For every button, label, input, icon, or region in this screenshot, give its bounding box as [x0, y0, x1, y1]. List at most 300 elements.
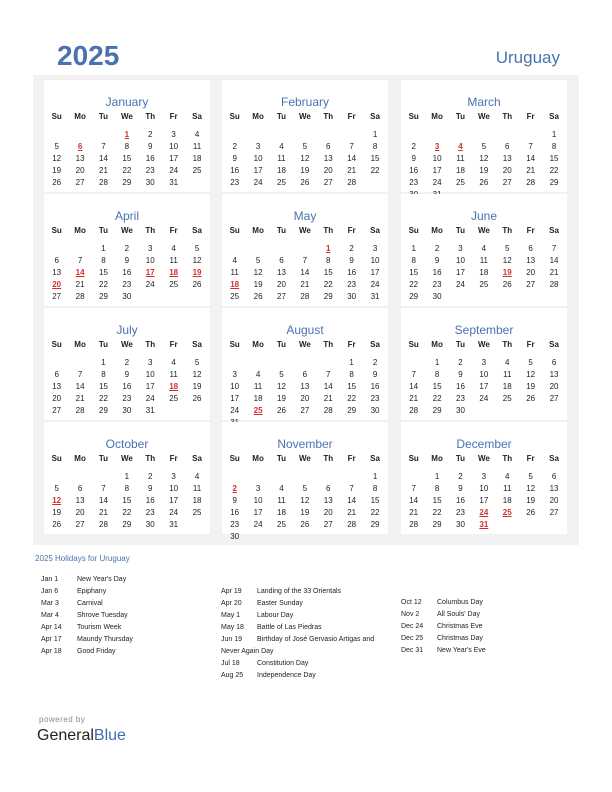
day-cell[interactable]: 22 — [370, 508, 380, 517]
day-cell[interactable]: 20 — [549, 496, 559, 505]
day-cell[interactable]: 19 — [253, 280, 263, 289]
day-cell[interactable]: 6 — [326, 484, 331, 493]
day-cell[interactable]: 8 — [326, 256, 331, 265]
day-cell[interactable]: 22 — [549, 166, 559, 175]
day-cell[interactable]: 16 — [230, 166, 240, 175]
day-cell[interactable]: 16 — [122, 268, 132, 277]
day-cell[interactable]: 4 — [481, 244, 487, 253]
day-cell[interactable]: 8 — [434, 484, 440, 493]
day-cell[interactable]: 23 — [456, 394, 465, 403]
day-cell[interactable]: 28 — [526, 178, 536, 187]
day-cell[interactable]: 3 — [148, 244, 153, 253]
day-cell[interactable]: 28 — [300, 292, 310, 301]
holiday-day-cell[interactable]: 24 — [479, 508, 489, 517]
day-cell[interactable]: 12 — [502, 256, 512, 265]
day-cell[interactable]: 15 — [432, 382, 442, 391]
day-cell[interactable]: 25 — [502, 394, 512, 403]
day-cell[interactable]: 30 — [370, 406, 380, 415]
day-cell[interactable]: 1 — [372, 472, 378, 481]
day-cell[interactable]: 24 — [253, 520, 263, 529]
day-cell[interactable]: 28 — [409, 520, 419, 529]
day-cell[interactable]: 1 — [124, 472, 130, 481]
day-cell[interactable]: 30 — [347, 292, 357, 301]
day-cell[interactable]: 9 — [232, 496, 237, 505]
day-cell[interactable]: 12 — [526, 484, 536, 493]
holiday-day-cell[interactable]: 1 — [124, 130, 130, 139]
day-cell[interactable]: 25 — [192, 508, 202, 517]
day-cell[interactable]: 21 — [75, 394, 85, 403]
day-cell[interactable]: 2 — [411, 142, 416, 151]
day-cell[interactable]: 30 — [432, 292, 442, 301]
day-cell[interactable]: 23 — [456, 508, 465, 517]
day-cell[interactable]: 17 — [253, 166, 263, 175]
day-cell[interactable]: 10 — [479, 370, 489, 379]
day-cell[interactable]: 25 — [230, 292, 240, 301]
day-cell[interactable]: 13 — [277, 268, 286, 277]
day-cell[interactable]: 12 — [300, 496, 310, 505]
day-cell[interactable]: 23 — [347, 280, 357, 289]
day-cell[interactable]: 7 — [77, 370, 83, 379]
day-cell[interactable]: 8 — [434, 370, 440, 379]
day-cell[interactable]: 2 — [434, 244, 440, 253]
day-cell[interactable]: 6 — [551, 472, 557, 481]
day-cell[interactable]: 26 — [192, 280, 202, 289]
day-cell[interactable]: 1 — [101, 358, 106, 367]
day-cell[interactable]: 30 — [122, 406, 132, 415]
day-cell[interactable]: 12 — [526, 370, 536, 379]
day-cell[interactable]: 11 — [503, 484, 512, 493]
day-cell[interactable]: 27 — [549, 394, 559, 403]
day-cell[interactable]: 20 — [75, 166, 85, 175]
day-cell[interactable]: 9 — [148, 142, 153, 151]
day-cell[interactable]: 22 — [99, 394, 108, 403]
day-cell[interactable]: 21 — [300, 280, 310, 289]
day-cell[interactable]: 27 — [323, 520, 333, 529]
day-cell[interactable]: 18 — [192, 496, 202, 505]
day-cell[interactable]: 31 — [370, 292, 380, 301]
day-cell[interactable]: 2 — [458, 358, 463, 367]
day-cell[interactable]: 19 — [52, 166, 62, 175]
day-cell[interactable]: 15 — [122, 496, 132, 505]
day-cell[interactable]: 15 — [99, 382, 108, 391]
holiday-day-cell[interactable]: 2 — [232, 484, 237, 493]
day-cell[interactable]: 6 — [326, 142, 331, 151]
day-cell[interactable]: 27 — [526, 280, 536, 289]
day-cell[interactable]: 23 — [230, 178, 240, 187]
day-cell[interactable]: 11 — [192, 142, 202, 151]
day-cell[interactable]: 24 — [169, 166, 179, 175]
day-cell[interactable]: 29 — [323, 292, 333, 301]
day-cell[interactable]: 26 — [52, 178, 62, 187]
day-cell[interactable]: 13 — [526, 256, 536, 265]
day-cell[interactable]: 22 — [432, 508, 442, 517]
day-cell[interactable]: 21 — [409, 394, 419, 403]
day-cell[interactable]: 8 — [411, 256, 416, 265]
day-cell[interactable]: 22 — [122, 166, 132, 175]
day-cell[interactable]: 26 — [300, 178, 310, 187]
day-cell[interactable]: 26 — [300, 520, 310, 529]
day-cell[interactable]: 11 — [456, 154, 465, 163]
day-cell[interactable]: 5 — [255, 256, 261, 265]
holiday-day-cell[interactable]: 19 — [502, 268, 512, 277]
day-cell[interactable]: 27 — [75, 178, 85, 187]
day-cell[interactable]: 14 — [549, 256, 559, 265]
day-cell[interactable]: 11 — [192, 484, 202, 493]
day-cell[interactable]: 3 — [372, 244, 378, 253]
day-cell[interactable]: 13 — [549, 484, 559, 493]
day-cell[interactable]: 16 — [145, 496, 155, 505]
day-cell[interactable]: 12 — [300, 154, 310, 163]
day-cell[interactable]: 3 — [171, 472, 176, 481]
day-cell[interactable]: 7 — [326, 370, 331, 379]
day-cell[interactable]: 25 — [479, 280, 489, 289]
day-cell[interactable]: 21 — [99, 166, 108, 175]
day-cell[interactable]: 23 — [145, 508, 155, 517]
day-cell[interactable]: 7 — [302, 256, 308, 265]
day-cell[interactable]: 7 — [411, 484, 416, 493]
day-cell[interactable]: 15 — [122, 154, 132, 163]
day-cell[interactable]: 22 — [432, 394, 442, 403]
day-cell[interactable]: 28 — [99, 520, 108, 529]
day-cell[interactable]: 13 — [549, 370, 559, 379]
day-cell[interactable]: 1 — [551, 130, 557, 139]
day-cell[interactable]: 12 — [277, 382, 286, 391]
day-cell[interactable]: 31 — [169, 178, 179, 187]
day-cell[interactable]: 17 — [370, 268, 380, 277]
day-cell[interactable]: 19 — [479, 166, 489, 175]
day-cell[interactable]: 31 — [169, 520, 179, 529]
day-cell[interactable]: 15 — [409, 268, 419, 277]
day-cell[interactable]: 13 — [52, 268, 62, 277]
day-cell[interactable]: 3 — [171, 130, 176, 139]
day-cell[interactable]: 9 — [372, 370, 378, 379]
day-cell[interactable]: 15 — [347, 382, 357, 391]
day-cell[interactable]: 9 — [124, 256, 130, 265]
holiday-day-cell[interactable]: 17 — [145, 268, 155, 277]
day-cell[interactable]: 26 — [526, 394, 536, 403]
day-cell[interactable]: 5 — [528, 472, 533, 481]
day-cell[interactable]: 20 — [526, 268, 536, 277]
day-cell[interactable]: 17 — [479, 382, 489, 391]
day-cell[interactable]: 10 — [432, 154, 442, 163]
day-cell[interactable]: 14 — [99, 154, 108, 163]
day-cell[interactable]: 12 — [52, 154, 62, 163]
day-cell[interactable]: 1 — [434, 358, 440, 367]
day-cell[interactable]: 22 — [323, 280, 333, 289]
day-cell[interactable]: 24 — [169, 508, 179, 517]
day-cell[interactable]: 26 — [52, 520, 62, 529]
day-cell[interactable]: 10 — [169, 142, 179, 151]
day-cell[interactable]: 15 — [370, 154, 380, 163]
day-cell[interactable]: 15 — [549, 154, 559, 163]
day-cell[interactable]: 16 — [347, 268, 357, 277]
day-cell[interactable]: 11 — [169, 370, 178, 379]
day-cell[interactable]: 11 — [277, 154, 286, 163]
day-cell[interactable]: 19 — [277, 394, 286, 403]
day-cell[interactable]: 4 — [505, 472, 510, 481]
day-cell[interactable]: 9 — [458, 484, 463, 493]
day-cell[interactable]: 24 — [479, 394, 489, 403]
day-cell[interactable]: 3 — [481, 358, 487, 367]
day-cell[interactable]: 10 — [253, 154, 263, 163]
holiday-day-cell[interactable]: 31 — [479, 520, 489, 529]
day-cell[interactable]: 25 — [192, 166, 202, 175]
day-cell[interactable]: 29 — [122, 178, 132, 187]
holiday-day-cell[interactable]: 14 — [75, 268, 85, 277]
day-cell[interactable]: 28 — [99, 178, 108, 187]
day-cell[interactable]: 13 — [75, 154, 85, 163]
day-cell[interactable]: 4 — [232, 256, 237, 265]
brand-logo[interactable] — [37, 727, 126, 745]
day-cell[interactable]: 16 — [370, 382, 380, 391]
day-cell[interactable]: 21 — [347, 166, 357, 175]
day-cell[interactable]: 8 — [372, 142, 378, 151]
day-cell[interactable]: 16 — [456, 382, 465, 391]
day-cell[interactable]: 14 — [347, 496, 357, 505]
day-cell[interactable]: 11 — [479, 256, 489, 265]
day-cell[interactable]: 24 — [370, 280, 380, 289]
day-cell[interactable]: 2 — [232, 142, 237, 151]
day-cell[interactable]: 14 — [300, 268, 310, 277]
day-cell[interactable]: 26 — [277, 406, 286, 415]
day-cell[interactable]: 13 — [323, 154, 333, 163]
day-cell[interactable]: 3 — [148, 358, 153, 367]
day-cell[interactable]: 5 — [194, 244, 200, 253]
day-cell[interactable]: 6 — [505, 142, 510, 151]
day-cell[interactable]: 3 — [481, 472, 487, 481]
holiday-day-cell[interactable]: 3 — [434, 142, 440, 151]
day-cell[interactable]: 30 — [145, 520, 155, 529]
day-cell[interactable]: 17 — [456, 268, 465, 277]
day-cell[interactable]: 14 — [347, 154, 357, 163]
day-cell[interactable]: 8 — [101, 370, 106, 379]
day-cell[interactable]: 11 — [277, 496, 286, 505]
day-cell[interactable]: 10 — [479, 484, 489, 493]
day-cell[interactable]: 5 — [302, 142, 308, 151]
day-cell[interactable]: 26 — [192, 394, 202, 403]
day-cell[interactable]: 14 — [409, 382, 419, 391]
day-cell[interactable]: 17 — [253, 508, 263, 517]
day-cell[interactable]: 20 — [502, 166, 512, 175]
day-cell[interactable]: 27 — [502, 178, 512, 187]
day-cell[interactable]: 18 — [277, 508, 286, 517]
day-cell[interactable]: 7 — [101, 142, 106, 151]
day-cell[interactable]: 24 — [230, 406, 240, 415]
day-cell[interactable]: 2 — [458, 472, 463, 481]
day-cell[interactable]: 8 — [551, 142, 557, 151]
day-cell[interactable]: 2 — [148, 472, 153, 481]
day-cell[interactable]: 12 — [253, 268, 263, 277]
day-cell[interactable]: 11 — [503, 370, 512, 379]
holiday-day-cell[interactable]: 25 — [502, 508, 512, 517]
day-cell[interactable]: 14 — [323, 382, 333, 391]
day-cell[interactable]: 4 — [279, 484, 284, 493]
holiday-day-cell[interactable]: 19 — [192, 268, 202, 277]
day-cell[interactable]: 12 — [479, 154, 489, 163]
day-cell[interactable]: 23 — [432, 280, 442, 289]
day-cell[interactable]: 18 — [502, 496, 512, 505]
day-cell[interactable]: 17 — [230, 394, 240, 403]
day-cell[interactable]: 7 — [101, 484, 106, 493]
day-cell[interactable]: 14 — [99, 496, 108, 505]
day-cell[interactable]: 16 — [145, 154, 155, 163]
day-cell[interactable]: 7 — [77, 256, 83, 265]
day-cell[interactable]: 20 — [300, 394, 310, 403]
day-cell[interactable]: 27 — [52, 292, 62, 301]
day-cell[interactable]: 12 — [192, 370, 202, 379]
day-cell[interactable]: 16 — [230, 508, 240, 517]
day-cell[interactable]: 3 — [255, 484, 261, 493]
day-cell[interactable]: 1 — [434, 472, 440, 481]
day-cell[interactable]: 13 — [75, 496, 85, 505]
holiday-day-cell[interactable]: 18 — [169, 268, 179, 277]
day-cell[interactable]: 24 — [253, 178, 263, 187]
day-cell[interactable]: 24 — [456, 280, 465, 289]
day-cell[interactable]: 22 — [122, 508, 132, 517]
day-cell[interactable]: 21 — [347, 508, 357, 517]
day-cell[interactable]: 25 — [277, 178, 286, 187]
day-cell[interactable]: 5 — [54, 484, 59, 493]
day-cell[interactable]: 28 — [549, 280, 559, 289]
day-cell[interactable]: 5 — [302, 484, 308, 493]
day-cell[interactable]: 18 — [253, 394, 263, 403]
day-cell[interactable]: 29 — [432, 520, 442, 529]
day-cell[interactable]: 27 — [549, 508, 559, 517]
day-cell[interactable]: 17 — [169, 154, 179, 163]
day-cell[interactable]: 10 — [169, 484, 179, 493]
day-cell[interactable]: 7 — [411, 370, 416, 379]
day-cell[interactable]: 27 — [75, 520, 85, 529]
day-cell[interactable]: 9 — [124, 370, 130, 379]
day-cell[interactable]: 28 — [75, 292, 85, 301]
day-cell[interactable]: 29 — [347, 406, 357, 415]
day-cell[interactable]: 7 — [349, 142, 354, 151]
day-cell[interactable]: 6 — [551, 358, 557, 367]
day-cell[interactable]: 24 — [145, 394, 155, 403]
day-cell[interactable]: 18 — [277, 166, 286, 175]
day-cell[interactable]: 11 — [230, 268, 239, 277]
day-cell[interactable]: 6 — [528, 244, 533, 253]
day-cell[interactable]: 10 — [370, 256, 380, 265]
day-cell[interactable]: 6 — [77, 484, 83, 493]
day-cell[interactable]: 9 — [458, 370, 463, 379]
holiday-day-cell[interactable]: 20 — [52, 280, 62, 289]
day-cell[interactable]: 2 — [148, 130, 153, 139]
day-cell[interactable]: 29 — [432, 406, 442, 415]
day-cell[interactable]: 9 — [434, 256, 440, 265]
holiday-day-cell[interactable]: 12 — [52, 496, 62, 505]
day-cell[interactable]: 20 — [277, 280, 286, 289]
day-cell[interactable]: 22 — [99, 280, 108, 289]
day-cell[interactable]: 27 — [277, 292, 286, 301]
day-cell[interactable]: 13 — [52, 382, 62, 391]
day-cell[interactable]: 2 — [349, 244, 354, 253]
day-cell[interactable]: 5 — [194, 358, 200, 367]
day-cell[interactable]: 27 — [323, 178, 333, 187]
day-cell[interactable]: 5 — [528, 358, 533, 367]
holiday-day-cell[interactable]: 25 — [253, 406, 263, 415]
day-cell[interactable]: 4 — [194, 472, 200, 481]
day-cell[interactable]: 10 — [145, 370, 155, 379]
day-cell[interactable]: 17 — [145, 382, 155, 391]
day-cell[interactable]: 15 — [432, 496, 442, 505]
day-cell[interactable]: 23 — [122, 394, 132, 403]
day-cell[interactable]: 2 — [124, 244, 130, 253]
day-cell[interactable]: 5 — [54, 142, 59, 151]
day-cell[interactable]: 11 — [253, 382, 263, 391]
day-cell[interactable]: 30 — [456, 520, 465, 529]
day-cell[interactable]: 3 — [458, 244, 463, 253]
day-cell[interactable]: 23 — [122, 280, 132, 289]
day-cell[interactable]: 15 — [370, 496, 380, 505]
day-cell[interactable]: 30 — [230, 532, 240, 541]
day-cell[interactable]: 17 — [432, 166, 442, 175]
day-cell[interactable]: 5 — [279, 370, 284, 379]
day-cell[interactable]: 25 — [456, 178, 465, 187]
day-cell[interactable]: 28 — [347, 178, 357, 187]
day-cell[interactable]: 9 — [232, 154, 237, 163]
day-cell[interactable]: 3 — [232, 370, 237, 379]
day-cell[interactable]: 26 — [253, 292, 263, 301]
day-cell[interactable]: 28 — [75, 406, 85, 415]
day-cell[interactable]: 16 — [432, 268, 442, 277]
day-cell[interactable]: 21 — [75, 280, 85, 289]
day-cell[interactable]: 15 — [99, 268, 108, 277]
day-cell[interactable]: 6 — [54, 370, 59, 379]
day-cell[interactable]: 8 — [101, 256, 106, 265]
holiday-day-cell[interactable]: 18 — [230, 280, 240, 289]
day-cell[interactable]: 3 — [255, 142, 261, 151]
day-cell[interactable]: 15 — [323, 268, 333, 277]
day-cell[interactable]: 27 — [300, 406, 310, 415]
day-cell[interactable]: 4 — [279, 142, 284, 151]
day-cell[interactable]: 7 — [349, 484, 354, 493]
day-cell[interactable]: 31 — [145, 406, 155, 415]
day-cell[interactable]: 5 — [481, 142, 487, 151]
day-cell[interactable]: 10 — [145, 256, 155, 265]
day-cell[interactable]: 7 — [528, 142, 533, 151]
day-cell[interactable]: 4 — [171, 358, 176, 367]
day-cell[interactable]: 16 — [409, 166, 419, 175]
day-cell[interactable]: 4 — [255, 370, 261, 379]
day-cell[interactable]: 9 — [411, 154, 416, 163]
day-cell[interactable]: 16 — [456, 496, 465, 505]
holiday-day-cell[interactable]: 4 — [458, 142, 463, 151]
day-cell[interactable]: 26 — [526, 508, 536, 517]
day-cell[interactable]: 6 — [302, 370, 308, 379]
day-cell[interactable]: 19 — [300, 508, 310, 517]
day-cell[interactable]: 23 — [230, 520, 240, 529]
day-cell[interactable]: 8 — [124, 142, 130, 151]
day-cell[interactable]: 13 — [323, 496, 333, 505]
day-cell[interactable]: 18 — [502, 382, 512, 391]
day-cell[interactable]: 22 — [370, 166, 380, 175]
day-cell[interactable]: 8 — [372, 484, 378, 493]
day-cell[interactable]: 27 — [52, 406, 62, 415]
day-cell[interactable]: 20 — [75, 508, 85, 517]
day-cell[interactable]: 28 — [347, 520, 357, 529]
day-cell[interactable]: 21 — [549, 268, 559, 277]
day-cell[interactable]: 12 — [192, 256, 202, 265]
day-cell[interactable]: 16 — [122, 382, 132, 391]
day-cell[interactable]: 6 — [54, 256, 59, 265]
day-cell[interactable]: 25 — [277, 520, 286, 529]
day-cell[interactable]: 13 — [300, 382, 310, 391]
day-cell[interactable]: 19 — [192, 382, 202, 391]
day-cell[interactable]: 18 — [456, 166, 465, 175]
day-cell[interactable]: 17 — [479, 496, 489, 505]
day-cell[interactable]: 29 — [99, 406, 108, 415]
